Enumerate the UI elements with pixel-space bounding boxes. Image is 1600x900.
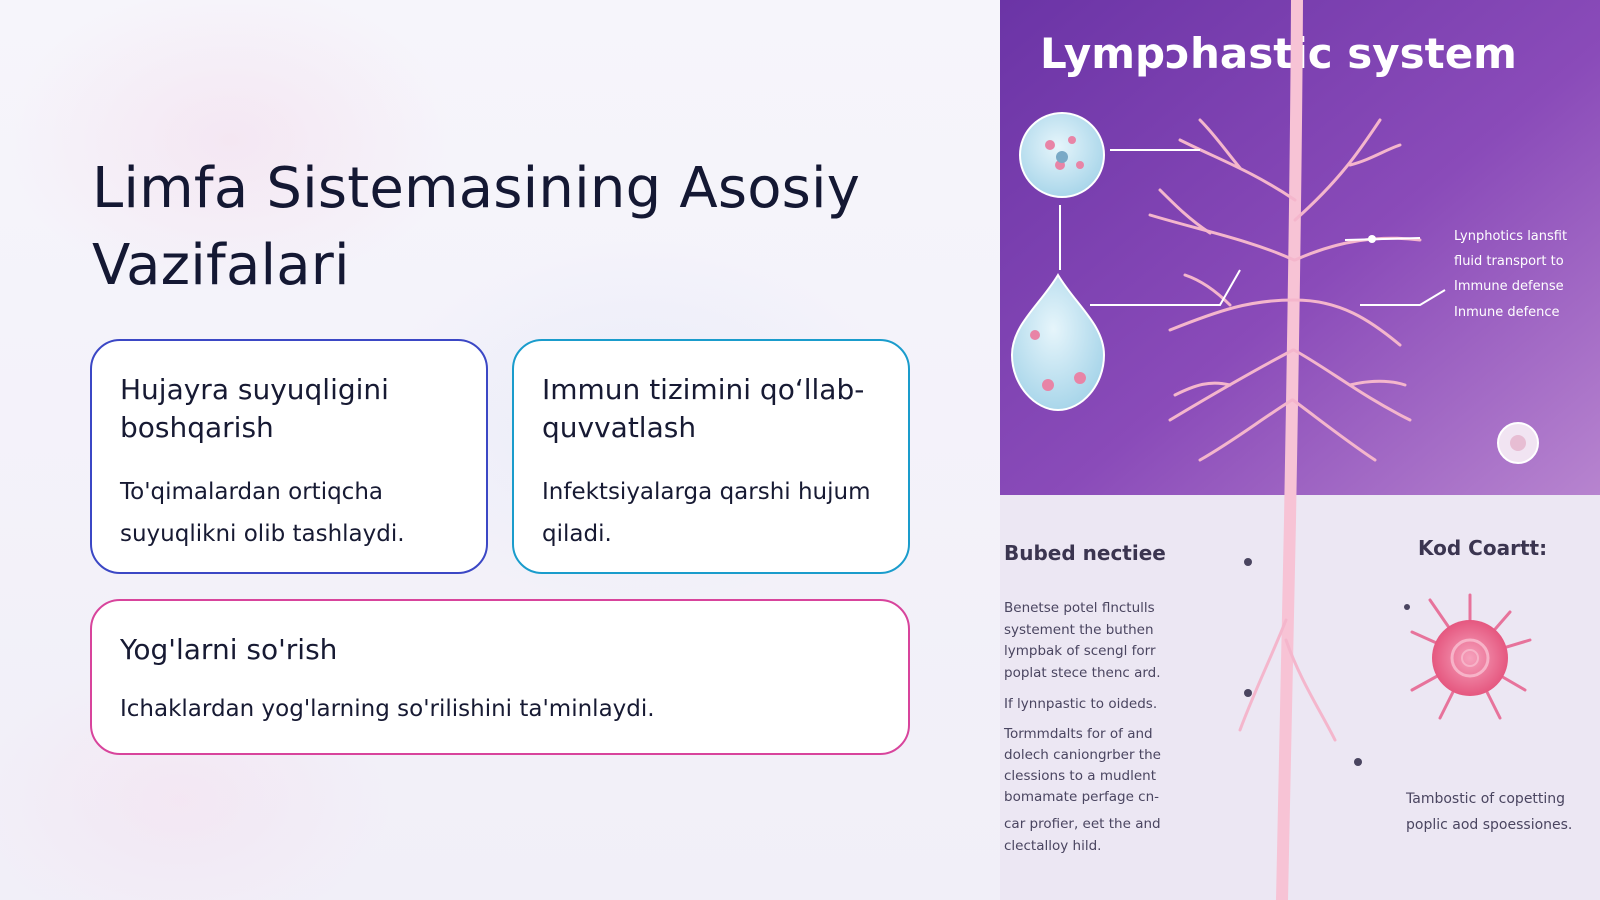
small-cell-core <box>1510 435 1526 451</box>
body-line: clectalloy hild. <box>1004 838 1102 854</box>
body-line: bomamate perfage cn- <box>1004 789 1160 805</box>
body-line: systement the buthen <box>1004 622 1154 638</box>
callout-dot <box>1368 235 1376 243</box>
function-card-fat <box>90 599 910 755</box>
callout-line: Inmune defence <box>1454 305 1560 320</box>
card-description: Ichaklardan yog'larning so'rilishini ta'minlaydi. <box>120 696 655 722</box>
callout-line: Lynphotics lansfit <box>1454 229 1568 244</box>
body-line: clessions to a mudlent <box>1004 768 1157 784</box>
card-title: Hujayra suyuqligini boshqarish <box>120 373 389 444</box>
body-line: Benetse potel flnctulls <box>1004 600 1155 616</box>
card-description: Infektsiyalarga qarshi hujum qiladi. <box>542 479 871 547</box>
section-left-title: Bubed nectiee <box>1004 541 1166 565</box>
body-line: poplat stece thenc ard. <box>1004 665 1161 681</box>
card-title: Yog'larni so'rish <box>120 633 338 666</box>
lymphatic-illustration <box>1000 0 1600 900</box>
card-title: Immun tizimini qo‘llab-quvvatlash <box>542 373 865 444</box>
card-description: To'qimalardan ortiqcha suyuqlikni olib tashlaydi. <box>120 479 405 547</box>
callout-line: Immune defense <box>1454 279 1564 294</box>
body-line: If lynnpastic to oideds. <box>1004 696 1158 712</box>
body-line: car profier, eet the and <box>1004 816 1161 832</box>
caption-line: Tambostic of copetting <box>1406 791 1566 807</box>
illustration-panel <box>1000 0 1600 900</box>
callout-line: fluid transport to <box>1454 254 1564 269</box>
body-line: Tormmdalts for of and <box>1004 726 1153 742</box>
body-line: dolech caniongrber the <box>1004 747 1161 763</box>
section-right-title: Kod Coartt: <box>1418 536 1548 560</box>
body-line: lympbak of scengl forr <box>1004 643 1156 659</box>
illustration-heading: Lympɔhastic system <box>1040 29 1517 78</box>
caption-line: poplic aod spoessiones. <box>1406 817 1573 833</box>
slide-title: Limfa Sistemasining Asosiy Vazifalari <box>92 156 861 298</box>
node-center <box>1056 151 1068 163</box>
function-card-immune <box>512 339 910 574</box>
function-card-fluid <box>90 339 488 574</box>
